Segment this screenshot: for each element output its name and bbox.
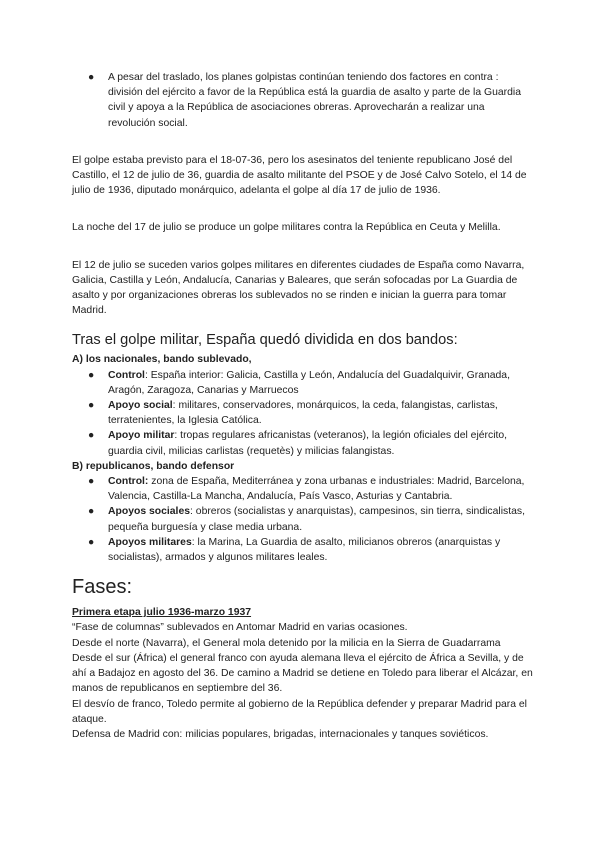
item-text: : militares, conservadores, monárquicos, la ceda, falangistas, carlistas, terratenientes, la Iglesia Católica. — [108, 400, 498, 427]
paragraph: El golpe estaba previsto para el 18-07-36, pero los asesinatos del teniente republicano José del Castillo, el 12 de julio de 36, guardia de asalto militante del PSOE y de José Calvo Sotelo, el 14 de julio de 1936, diputado monárquico, adelanta el golpe al día 17 de julio de 1936. — [72, 154, 527, 197]
list-item — [72, 474, 534, 504]
list-item — [72, 368, 534, 398]
item-text: : obreros (socialistas y anarquistas), campesinos, sin tierra, sindicalistas, pequeña burguesía y clase media urbana. — [108, 506, 525, 533]
bullet-icon: ● — [88, 430, 95, 442]
item-label: Apoyos sociales — [108, 506, 191, 518]
republicans-list — [72, 474, 534, 565]
phase-line: El desvío de franco, Toledo permite al gobierno de la República defender y preparar Madrid para el ataque. — [72, 698, 527, 725]
intro-bullet-list — [72, 70, 534, 131]
item-label: Apoyo social — [108, 400, 173, 412]
bullet-text: A pesar del traslado, los planes golpistas continúan teniendo dos factores en contra : división del ejército a favor de la República está la guardia de asalto y parte de la Guardia civil y apoya a la República de asociaciones obreras. Aprovecharán a realizar una revolución social. — [108, 72, 521, 129]
item-text: : España interior: Galicia, Castilla y León, Andalucía del Guadalquivir, Granada, Aragón, Zaragoza, Canarias y Marruecos — [108, 369, 510, 396]
list-item — [72, 504, 534, 534]
phases-heading: Fases: — [72, 576, 133, 599]
phase-line: Desde el sur (África) el general franco con ayuda alemana lleva el ejército de África a Sevilla, y de ahí a Badajoz en agosto del 36. De camino a Madrid se detiene en Toledo para liberar el Alcázar, en manos de republicanos en septiembre del 36. — [72, 652, 533, 695]
paragraph: La noche del 17 de julio se produce un golpe militares contra la República en Ceuta y Melilla. — [72, 222, 501, 234]
section-heading: Tras el golpe militar, España quedó dividida en dos bandos: — [72, 332, 458, 349]
document-page — [72, 70, 534, 742]
bullet-icon: ● — [88, 506, 95, 518]
item-text: zona de España, Mediterránea y zona urbanas e industriales: Madrid, Barcelona, Valencia, Castilla-La Mancha, Andalucía, País Vasco, Asturias y Cantabria. — [108, 476, 525, 503]
list-item — [72, 428, 534, 458]
nationals-title: A) los nacionales, bando sublevado, — [72, 354, 252, 366]
phase-line: “Fase de columnas” sublevados en Antomar Madrid en varias ocasiones. — [72, 622, 408, 634]
item-text: : tropas regulares africanistas (veteranos), la legión oficiales del ejército, guardia civil, milicias carlistas (requetès) y milicias falangistas. — [108, 430, 508, 457]
phase-line: Defensa de Madrid con: milicias populares, brigadas, internacionales y tanques soviéticos. — [72, 728, 489, 740]
item-label: Control — [108, 369, 145, 381]
nationals-list — [72, 368, 534, 459]
item-label: Apoyos militares — [108, 536, 192, 548]
bullet-icon: ● — [88, 536, 95, 548]
list-item — [72, 70, 534, 131]
paragraph: El 12 de julio se suceden varios golpes militares en diferentes ciudades de España como Navarra, Galicia, Castilla y León, Andalucía, Canarias y Baleares, que serán sofocadas por La Guardia de asalto y por organizaciones obreras los sublevados no se rinden e inician la guerra para tomar Madrid. — [72, 259, 525, 317]
bullet-icon: ● — [88, 400, 95, 412]
phase-line: Desde el norte (Navarra), el General mola detenido por la milicia en la Sierra de Guadarrama — [72, 637, 501, 649]
item-text: : la Marina, La Guardia de asalto, milicianos obreros (anarquistas y socialistas), armados y algunos militares leales. — [108, 536, 501, 564]
phase-title: Primera etapa julio 1936-marzo 1937 — [72, 607, 252, 619]
bullet-icon: ● — [88, 476, 95, 488]
bullet-icon: ● — [88, 72, 95, 83]
list-item — [72, 535, 534, 565]
republicans-title: B) republicanos, bando defensor — [72, 460, 235, 472]
bullet-icon: ● — [88, 369, 95, 381]
list-item — [72, 398, 534, 428]
item-label: Apoyo militar — [108, 430, 175, 442]
item-label: Control: — [108, 476, 149, 488]
